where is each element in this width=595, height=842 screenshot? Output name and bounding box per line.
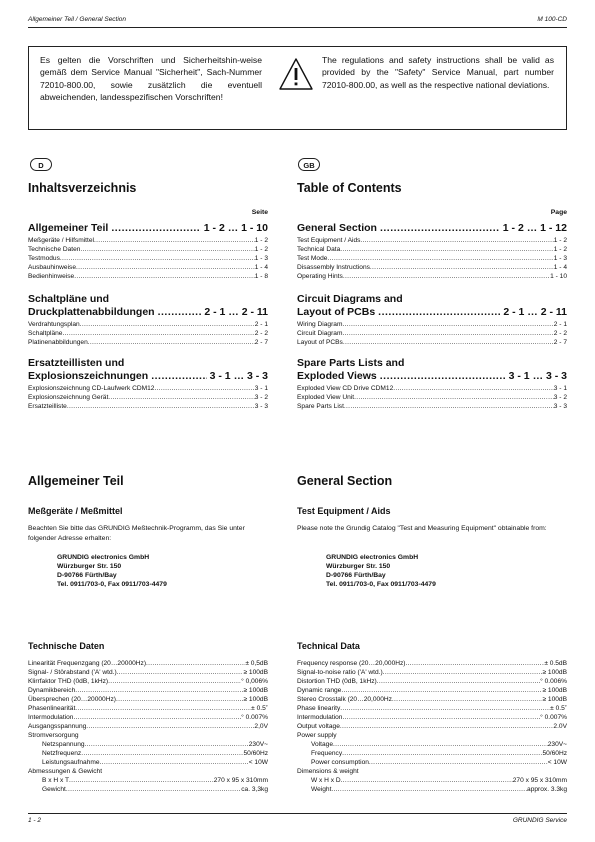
toc-item-label: Explosionszeichnung CD-Laufwerk CDM12 [28, 385, 155, 392]
section-title-en: General Section [297, 474, 393, 488]
toc-item-page: 2 - 2 [254, 330, 268, 337]
spec-row [42, 758, 268, 767]
spec-row [28, 722, 268, 731]
dot-leader [67, 402, 255, 411]
toc-item-label: Explosionszeichnung Gerät [28, 394, 109, 401]
spec-label: Linearität Frequenzgang (20…20000Hz) [28, 660, 147, 667]
toc-section-general-en[interactable] [297, 222, 567, 234]
dot-leader [340, 722, 554, 731]
footer-rule [28, 813, 567, 814]
spec-value: ± 0.5˚ [251, 705, 268, 712]
spec-value: ≥ 100dB [542, 687, 567, 694]
spec-label: Frequency [311, 750, 343, 757]
spec-label: Phasenlinearität [28, 705, 76, 712]
toc-section-circuits-en-line1: Circuit Diagrams and [297, 293, 403, 305]
dot-leader [344, 402, 554, 411]
dot-leader [341, 776, 513, 785]
toc-section-parts-de-line1: Ersatzteillisten und [28, 357, 125, 369]
dot-leader [154, 384, 254, 393]
spec-value: ≥ 100dB [243, 669, 268, 676]
spec-value: ± 0,5dB [245, 660, 268, 667]
warning-triangle-icon [278, 57, 314, 91]
dot-leader [108, 393, 255, 402]
spec-label: Distortion THD (0dB, 1kHz) [297, 678, 377, 685]
dot-leader [393, 384, 554, 393]
dot-leader [331, 785, 527, 794]
spec-label: Phase linearity [297, 705, 341, 712]
spec-label: Voltage [311, 741, 333, 748]
toc-item-label: Layout of PCBs [297, 339, 343, 346]
footer-brand: GRUNDIG Service [512, 817, 567, 824]
toc-item[interactable] [297, 384, 567, 393]
spec-row [28, 713, 268, 722]
dot-leader [354, 393, 554, 402]
toc-item[interactable] [28, 320, 268, 329]
spec-row [297, 713, 567, 722]
spec-value: ca. 3,3kg [241, 786, 268, 793]
spec-row [297, 722, 567, 731]
toc-item[interactable] [297, 245, 567, 254]
dot-leader [342, 749, 542, 758]
spec-label: Frequency response (20…20,000Hz) [297, 660, 406, 667]
spec-value: 2,0V [254, 723, 268, 730]
equipment-text-de: Beachten Sie bitte das GRUNDIG Meßtechnik-Programm, das Sie unter folgender Adresse erhalten: [28, 525, 245, 542]
toc-item-page: 1 - 2 [553, 246, 567, 253]
toc-item-page: 1 - 2 [254, 237, 268, 244]
toc-item-page: 1 - 2 [254, 246, 268, 253]
dot-leader [360, 236, 553, 245]
dot-leader [66, 785, 241, 794]
toc-item-page: 3 - 3 [553, 403, 567, 410]
toc-item-page: 1 - 4 [553, 264, 567, 271]
spec-row [297, 704, 567, 713]
notice-text-de: Es gelten die Vorschriften und Sicherheitshin-weise gemäß dem Service Manual "Sicherheit", Sach-Nummer 72010-800.00, sowie zusätzlich die eventuell abweichenden, landesspezifischen Vorschriften! [40, 55, 262, 103]
toc-item[interactable] [297, 320, 567, 329]
spec-row [28, 704, 268, 713]
spec-label: B x H x T [42, 777, 69, 784]
dot-leader [80, 245, 254, 254]
toc-item[interactable] [28, 272, 268, 281]
toc-item-page: 2 - 7 [254, 339, 268, 346]
spec-label: Intermodulation [297, 714, 343, 721]
toc-item-label: Testmodus [28, 255, 60, 262]
toc-item-page: 2 - 7 [553, 339, 567, 346]
toc-section-title: Druckplattenabbildungen [28, 306, 155, 318]
dot-leader [108, 677, 241, 686]
toc-item[interactable] [297, 329, 567, 338]
spec-label: Dynamikbereich [28, 687, 76, 694]
header-rule [28, 27, 567, 28]
dot-leader [333, 740, 548, 749]
spec-value: 50/60Hz [243, 750, 268, 757]
toc-item[interactable] [297, 338, 567, 347]
toc-item-label: Meßgeräte / Hilfsmittel [28, 237, 94, 244]
spec-value: approx. 3.3kg [527, 786, 567, 793]
dot-leader [69, 776, 214, 785]
spec-value: ° 0.007% [540, 714, 567, 721]
spec-label: Netzfrequenz [42, 750, 82, 757]
toc-item-label: Operating Hints [297, 273, 343, 280]
spec-row [297, 659, 567, 668]
toc-item-page: 3 - 1 [553, 385, 567, 392]
toc-item-label: Circuit Diagram [297, 330, 343, 337]
toc-item[interactable] [297, 272, 567, 281]
toc-item-label: Platinenabbildungen [28, 339, 88, 346]
toc-item-label: Wiring Diagram [297, 321, 343, 328]
toc-item[interactable] [297, 263, 567, 272]
spec-value: ± 0.5˚ [550, 705, 567, 712]
spec-value: ≥ 100dB [542, 669, 567, 676]
dot-leader [75, 686, 243, 695]
toc-item-page: 1 - 4 [254, 264, 268, 271]
address-line: Würzburger Str. 150 [326, 563, 391, 570]
toc-item-page: 2 - 2 [553, 330, 567, 337]
spec-label: Klirrfaktor THD (0dB, 1kHz) [28, 678, 109, 685]
spec-row [311, 758, 567, 767]
toc-item-label: Schaltpläne [28, 330, 63, 337]
spec-value: 230V~ [547, 741, 567, 748]
toc-section-circuits-de-line1: Schaltpläne und [28, 293, 110, 305]
dot-leader [75, 704, 251, 713]
toc-item[interactable] [297, 393, 567, 402]
toc-item-page: 1 - 10 [550, 273, 567, 280]
spec-group-title: Dimensions & weight [297, 768, 359, 775]
dot-leader [60, 254, 255, 263]
dot-leader [383, 668, 543, 677]
toc-section-pages: 3 - 1 … 3 - 3 [209, 370, 268, 382]
toc-col-label-de: Seite [251, 209, 268, 216]
dot-leader [76, 263, 255, 272]
tech-data-title-en: Technical Data [297, 641, 360, 651]
toc-section-parts-de[interactable] [28, 370, 268, 382]
equipment-title-en: Test Equipment / Aids [297, 506, 391, 516]
spec-group-title: Abmessungen & Gewicht [28, 768, 103, 775]
toc-item[interactable] [28, 245, 268, 254]
spec-group-title: Power supply [297, 732, 337, 739]
toc-item-page: 2 - 1 [553, 321, 567, 328]
toc-item-label: Test Mode [297, 255, 328, 262]
toc-item[interactable] [28, 402, 268, 411]
toc-item-label: Verdrahtungsplan [28, 321, 80, 328]
toc-item-label: Ausbauhinweise [28, 264, 77, 271]
toc-item-page: 1 - 8 [254, 273, 268, 280]
toc-item[interactable] [28, 254, 268, 263]
tech-data-title-de: Technische Daten [28, 641, 105, 651]
toc-item-label: Spare Parts List [297, 403, 344, 410]
spec-label: Dynamic range [297, 687, 342, 694]
spec-label: Intermodulation [28, 714, 74, 721]
address-line: D-90766 Fürth/Bay [326, 572, 386, 579]
dot-leader [62, 329, 254, 338]
spec-row [28, 659, 268, 668]
toc-item-page: 1 - 3 [254, 255, 268, 262]
spec-value: ≥ 100dB [243, 687, 268, 694]
toc-item-label: Ersatzteilliste [28, 403, 67, 410]
spec-row [311, 785, 567, 794]
toc-title-de: Inhaltsverzeichnis [28, 181, 137, 195]
toc-section-title: Layout of PCBs [297, 306, 376, 318]
spec-value: ± 0.5dB [544, 660, 567, 667]
toc-item[interactable] [28, 338, 268, 347]
toc-item[interactable] [28, 384, 268, 393]
dot-leader [378, 306, 500, 318]
toc-item[interactable] [28, 263, 268, 272]
dot-leader [327, 254, 553, 263]
toc-section-pages: 1 - 2 … 1 - 12 [502, 222, 567, 234]
language-badge-de: D [30, 158, 52, 171]
spec-value: ≥ 100dB [243, 696, 268, 703]
dot-leader [392, 695, 543, 704]
toc-item[interactable] [28, 329, 268, 338]
spec-row [42, 785, 268, 794]
dot-leader [380, 370, 506, 382]
dot-leader [340, 245, 554, 254]
dot-leader [342, 320, 553, 329]
spec-label: Netzspannung [42, 741, 85, 748]
notice-text-en: The regulations and safety instructions shall be valid as provided by the "Safety" Service Manual, part number 72010-800.00, as well as the respective national deviations. [322, 55, 554, 90]
address-line: D-90766 Fürth/Bay [57, 572, 117, 579]
spec-label: Output voltage [297, 723, 340, 730]
toc-item-page: 3 - 3 [254, 403, 268, 410]
dot-leader [146, 659, 245, 668]
address-line: Würzburger Str. 150 [57, 563, 122, 570]
page-number: 1 - 2 [28, 817, 42, 824]
safety-notice [28, 46, 567, 130]
toc-col-label-en: Page [550, 209, 567, 216]
dot-leader [370, 263, 554, 272]
toc-section-pages: 3 - 1 … 3 - 3 [508, 370, 567, 382]
dot-leader [74, 272, 255, 281]
toc-item-label: Technische Daten [28, 246, 81, 253]
dot-leader [85, 740, 249, 749]
spec-row [28, 695, 268, 704]
dot-leader [369, 758, 548, 767]
spec-group-title: Stromversorgung [28, 732, 79, 739]
equipment-text-en: Please note the Grundig Catalog "Test and Measuring Equipment" obtainable from: [297, 525, 547, 532]
dot-leader [343, 338, 554, 347]
dot-leader [151, 370, 206, 382]
toc-section-parts-en[interactable] [297, 370, 567, 382]
spec-row [311, 740, 567, 749]
spec-label: Leistungsaufnahme [42, 759, 100, 766]
spec-row [42, 776, 268, 785]
spec-row [28, 668, 268, 677]
spec-label: Signal- / Störabstand ('A' wtd.) [28, 669, 117, 676]
spec-value: ° 0.007% [241, 714, 268, 721]
address-line: Tel. 0911/703-0, Fax 0911/703-4479 [57, 581, 167, 588]
spec-row [311, 776, 567, 785]
spec-value: 2.0V [553, 723, 567, 730]
dot-leader [73, 713, 241, 722]
language-badge-gb: GB [298, 158, 320, 171]
spec-value: 270 x 95 x 310mm [213, 777, 268, 784]
toc-section-parts-en-line1: Spare Parts Lists and [297, 357, 405, 369]
toc-item-page: 3 - 2 [254, 394, 268, 401]
toc-section-general-de[interactable] [28, 222, 268, 234]
toc-section-pages: 2 - 1 … 2 - 11 [204, 306, 268, 318]
address-line: Tel. 0911/703-0, Fax 0911/703-4479 [326, 581, 436, 588]
spec-value: < 10W [547, 759, 567, 766]
spec-value: ≥ 100dB [542, 696, 567, 703]
equipment-title-de: Meßgeräte / Meßmittel [28, 506, 123, 516]
address-line: GRUNDIG electronics GmbH [326, 554, 419, 561]
dot-leader [100, 758, 249, 767]
toc-item[interactable] [297, 236, 567, 245]
dot-leader [340, 704, 550, 713]
spec-label: W x H x D [311, 777, 341, 784]
toc-item[interactable] [297, 402, 567, 411]
toc-item-label: Disassembly Instructions [297, 264, 370, 271]
toc-item[interactable] [28, 393, 268, 402]
dot-leader [377, 677, 540, 686]
dot-leader [111, 222, 200, 234]
spec-label: Power consumption [311, 759, 369, 766]
dot-leader [342, 713, 540, 722]
toc-section-circuits-de[interactable] [28, 306, 268, 318]
address-line: GRUNDIG electronics GmbH [57, 554, 150, 561]
toc-item-page: 3 - 2 [553, 394, 567, 401]
toc-section-title: General Section [297, 222, 377, 234]
toc-title-en: Table of Contents [297, 181, 402, 195]
section-title-de: Allgemeiner Teil [28, 474, 124, 488]
spec-value: 230V~ [248, 741, 268, 748]
spec-label: Signal-to-noise ratio ('A' wtd.) [297, 669, 383, 676]
dot-leader [117, 668, 244, 677]
dot-leader [81, 749, 243, 758]
toc-item-page: 1 - 3 [553, 255, 567, 262]
toc-section-title: Exploded Views [297, 370, 377, 382]
dot-leader [406, 659, 545, 668]
header-left: Allgemeiner Teil / General Section [28, 16, 127, 23]
dot-leader [380, 222, 500, 234]
spec-label: Weight [311, 786, 332, 793]
dot-leader [343, 272, 550, 281]
toc-section-pages: 2 - 1 … 2 - 11 [503, 306, 567, 318]
dot-leader [342, 329, 553, 338]
spec-value: ° 0,006% [241, 678, 268, 685]
toc-section-title: Explosionszeichnungen [28, 370, 149, 382]
spec-label: Ausgangsspannung [28, 723, 87, 730]
spec-value: ° 0.006% [540, 678, 567, 685]
spec-value: 50/60Hz [542, 750, 567, 757]
toc-item-label: Test Equipment / Aids [297, 237, 361, 244]
toc-section-pages: 1 - 2 … 1 - 10 [203, 222, 268, 234]
spec-row [297, 677, 567, 686]
spec-row [311, 749, 567, 758]
toc-item[interactable] [28, 236, 268, 245]
dot-leader [94, 236, 255, 245]
spec-label: Gewicht [42, 786, 66, 793]
spec-label: Stereo Crosstalk (20…20,000Hz [297, 696, 392, 703]
dot-leader [158, 306, 202, 318]
header-right: M 100-CD [537, 16, 567, 23]
spec-row [42, 749, 268, 758]
spec-label: Übersprechen (20…20000Hz) [28, 696, 116, 703]
toc-item-page: 3 - 1 [254, 385, 268, 392]
toc-item[interactable] [297, 254, 567, 263]
toc-item-label: Exploded View CD Drive CDM12 [297, 385, 394, 392]
spec-row [297, 695, 567, 704]
toc-section-circuits-en[interactable] [297, 306, 567, 318]
toc-item-label: Exploded View Unit [297, 394, 355, 401]
spec-row [42, 740, 268, 749]
spec-row [28, 677, 268, 686]
spec-value: 270 x 95 x 310mm [512, 777, 567, 784]
dot-leader [86, 722, 254, 731]
toc-item-label: Technical Data [297, 246, 341, 253]
spec-value: < 10W [248, 759, 268, 766]
dot-leader [88, 338, 255, 347]
spec-row [28, 686, 268, 695]
toc-item-page: 1 - 2 [553, 237, 567, 244]
dot-leader [80, 320, 255, 329]
toc-item-label: Bedienhinweise [28, 273, 75, 280]
spec-row [297, 686, 567, 695]
toc-section-title: Allgemeiner Teil [28, 222, 109, 234]
dot-leader [341, 686, 542, 695]
toc-item-page: 2 - 1 [254, 321, 268, 328]
spec-row [297, 668, 567, 677]
dot-leader [116, 695, 244, 704]
